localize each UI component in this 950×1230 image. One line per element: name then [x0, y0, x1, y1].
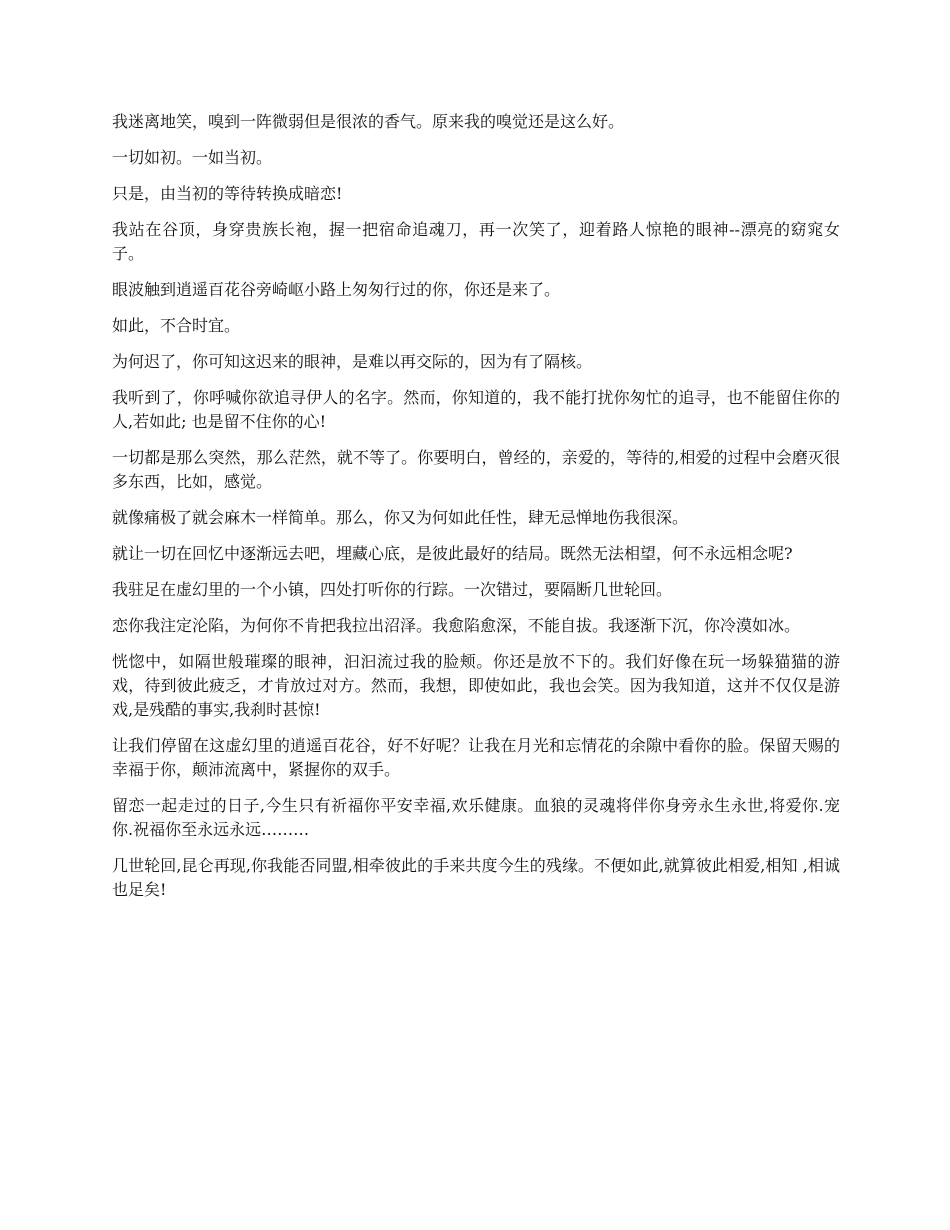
paragraph: 如此，不合时宜。	[112, 316, 241, 335]
paragraph: 只是，由当初的等待转换成暗恋!	[112, 184, 343, 203]
paragraph: 恋你我注定沦陷，为何你不肯把我拉出沼泽。我愈陷愈深，不能自拔。我逐渐下沉，你冷漠如冰。	[112, 616, 801, 635]
paragraph: 我站在谷顶，身穿贵族长袍，握一把宿命追魂刀，再一次笑了，迎着路人惊艳的眼神--漂亮的窈窕女子。	[112, 220, 840, 263]
paragraph: 就让一切在回忆中逐渐远去吧，埋藏心底，是彼此最好的结局。既然无法相望，何不永远相念呢?	[112, 544, 793, 563]
paragraph: 让我们停留在这虚幻里的逍遥百花谷，好不好呢？让我在月光和忘情花的余隙中看你的脸。保留天赐的幸福于你，颠沛流离中，紧握你的双手。	[112, 736, 840, 779]
paragraph: 我驻足在虚幻里的一个小镇，四处打听你的行踪。一次错过，要隔断几世轮回。	[112, 580, 673, 599]
document-body	[112, 110, 840, 914]
paragraph: 为何迟了，你可知这迟来的眼神，是难以再交际的，因为有了隔核。	[112, 352, 593, 371]
paragraph: 就像痛极了就会麻木一样简单。那么，你又为何如此任性，肆无忌惮地伤我很深。	[112, 508, 689, 527]
paragraph: 一切都是那么突然，那么茫然，就不等了。你要明白，曾经的，亲爱的，等待的,相爱的过程中会磨灭很多东西，比如，感觉。	[112, 448, 840, 491]
paragraph: 几世轮回,昆仑再现,你我能否同盟,相牵彼此的手来共度今生的残缘。不便如此,就算彼此相爱,相知 ,相诚也足矣!	[112, 856, 840, 899]
paragraph: 我迷离地笑，嗅到一阵微弱但是很浓的香气。原来我的嗅觉还是这么好。	[112, 112, 625, 131]
paragraph: 留恋一起走过的日子,今生只有祈福你平安幸福,欢乐健康。血狼的灵魂将伴你身旁永生永世,将爱你.宠你.祝福你至永远永远………	[112, 796, 840, 839]
paragraph: 恍惚中，如隔世般璀璨的眼神，汩汩流过我的脸颊。你还是放不下的。我们好像在玩一场躲猫猫的游戏，待到彼此疲乏，才肯放过对方。然而，我想，即使如此，我也会笑。因为我知道，这并不仅仅是游戏,是残酷的事实,我刹时甚惊!	[112, 652, 840, 719]
paragraph: 眼波触到逍遥百花谷旁崎岖小路上匆匆行过的你，你还是来了。	[112, 280, 561, 299]
paragraph: 一切如初。一如当初。	[112, 148, 273, 167]
paragraph: 我听到了，你呼喊你欲追寻伊人的名字。然而，你知道的，我不能打扰你匆忙的追寻，也不能留住你的人,若如此; 也是留不住你的心!	[112, 388, 840, 431]
